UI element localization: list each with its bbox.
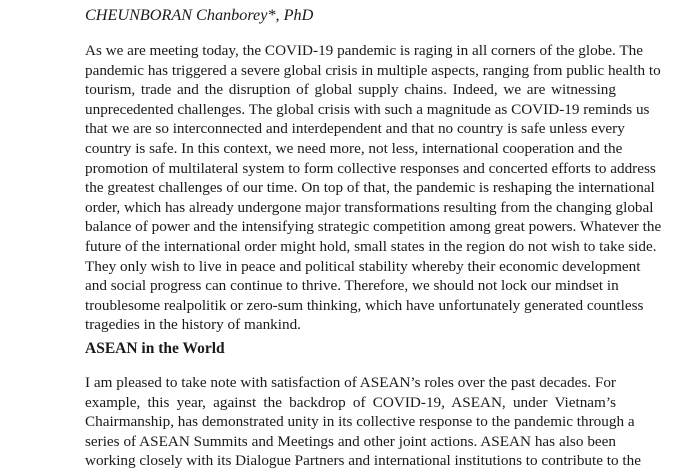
paragraph-line: and social progress can continue to thrive. Therefore, we should not lock our mindset in (85, 277, 619, 295)
paragraph-line: working closely with its Dialogue Partners and international institutions to contribute to the (85, 452, 641, 470)
paragraph-line: pandemic has triggered a severe global crisis in multiple aspects, ranging from public health to (85, 61, 661, 79)
paragraph-line: unprecedented challenges. The global crisis with such a magnitude as COVID-19 reminds us (85, 100, 650, 118)
paragraph-line: country is safe. In this context, we need more, not less, international cooperation and the (85, 139, 623, 157)
intro-paragraph (85, 41, 662, 335)
paragraph-line: tragedies in the history of mankind. (85, 316, 301, 334)
paragraph-line: tourism, trade and the disruption of global supply chains. Indeed, we are witnessing (85, 81, 616, 99)
paragraph-line: I am pleased to take note with satisfaction of ASEAN’s roles over the past decades. For (85, 374, 616, 391)
paragraph-line: They only wish to live in peace and political stability whereby their economic development (85, 257, 641, 275)
paragraph-line: example, this year, against the backdrop of COVID-19, ASEAN, under Vietnam’s (85, 393, 616, 411)
paragraph-line: order, which has already undergone major transformations resulting from the changing global (85, 198, 654, 216)
paragraph-line: future of the international order might hold, small states in the region do not wish to take side. (85, 237, 657, 255)
paragraph-line: Chairmanship, has demonstrated unity in its collective response to the pandemic through a (85, 413, 635, 431)
paragraph-line: As we are meeting today, the COVID-19 pandemic is raging in all corners of the globe. The (85, 42, 643, 59)
paragraph-line: promotion of multilateral system to form collective responses and concerted efforts to address (85, 159, 656, 177)
paragraph-line: the greatest challenges of our time. On top of that, the pandemic is reshaping the international (85, 179, 655, 197)
author-byline: CHEUNBORAN Chanborey*, PhD (85, 6, 314, 24)
paragraph-line: series of ASEAN Summits and Meetings and other joint actions. ASEAN has also been (85, 432, 616, 450)
section-paragraph (85, 373, 641, 471)
paragraph-line: troublesome realpolitik or zero-sum thinking, which have unfortunately generated countless (85, 296, 644, 314)
paragraph-line: balance of power and the intensifying strategic competition among great powers. Whatever the (85, 218, 662, 236)
section-heading: ASEAN in the World (85, 340, 225, 357)
paragraph-line: that we are so interconnected and interdependent and that no country is safe unless every (85, 120, 625, 138)
